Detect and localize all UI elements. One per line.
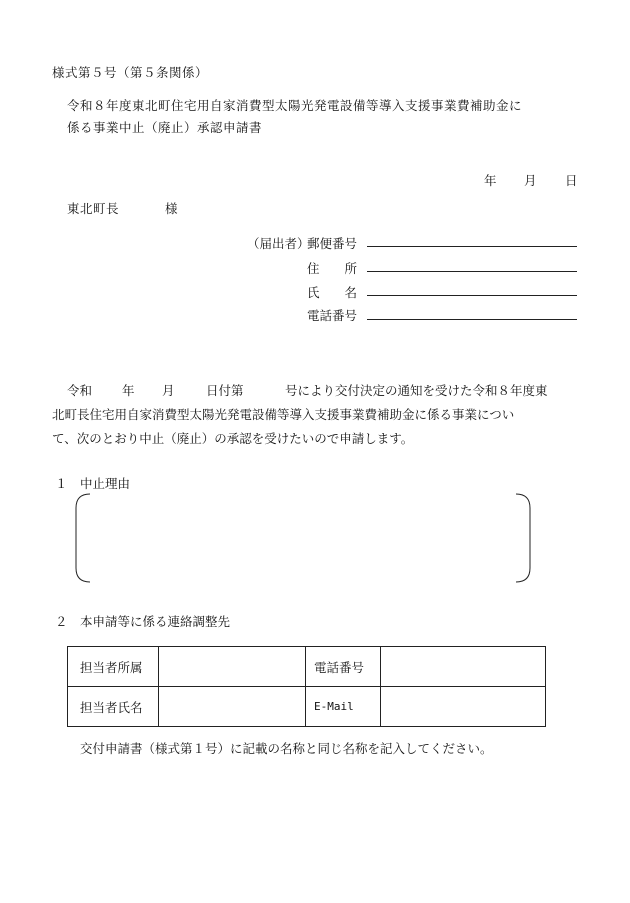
addressee-honorific: 様	[165, 201, 178, 216]
addressee-name: 東北町長	[67, 201, 120, 216]
person-name-label: 担当者氏名	[68, 687, 159, 727]
section2-title: 本申請等に係る連絡調整先	[80, 614, 231, 629]
section1-number: １	[55, 476, 68, 491]
contact-table	[67, 646, 546, 727]
postal-code-field[interactable]	[367, 246, 577, 247]
email-value[interactable]	[381, 687, 546, 727]
phone-value[interactable]	[381, 647, 546, 687]
title-line-1: 令和８年度東北町住宅用自家消費型太陽光発電設備等導入支援事業費補助金に	[67, 98, 523, 113]
name-field[interactable]	[367, 295, 577, 296]
section2-number: ２	[55, 614, 68, 629]
body-month: 月	[162, 383, 175, 398]
dept-value[interactable]	[159, 647, 306, 687]
postal-code-label: 郵便番号	[307, 236, 358, 251]
address-label: 住 所	[307, 261, 358, 276]
applicant-label: （届出者）	[247, 236, 310, 251]
address-field[interactable]	[367, 271, 577, 272]
phone-field[interactable]	[367, 319, 577, 320]
date-year-label: 年	[484, 173, 497, 188]
form-number: 様式第５号（第５条関係）	[52, 65, 209, 80]
email-label: E-Mail	[306, 687, 381, 727]
name-label: 氏 名	[307, 285, 358, 300]
dept-label: 担当者所属	[68, 647, 159, 687]
phone-label-cell: 電話番号	[306, 647, 381, 687]
table-note: 交付申請書（様式第１号）に記載の名称と同じ名称を記入してください。	[80, 741, 493, 756]
body-line-2: 北町長住宅用自家消費型太陽光発電設備等導入支援事業費補助金に係る事業につい	[52, 407, 515, 422]
table-row	[68, 647, 546, 687]
title-line-2: 係る事業中止（廃止）承認申請書	[67, 120, 263, 135]
person-name-value[interactable]	[159, 687, 306, 727]
phone-label: 電話番号	[307, 308, 358, 323]
right-bracket	[516, 494, 530, 582]
left-bracket	[76, 494, 90, 582]
table-row	[68, 687, 546, 727]
date-day-label: 日	[565, 173, 578, 188]
body-line-3: て、次のとおり中止（廃止）の承認を受けたいので申請します。	[52, 431, 414, 446]
date-month-label: 月	[524, 173, 537, 188]
reason-brackets[interactable]	[72, 492, 534, 584]
body-date-no: 日付第	[206, 383, 244, 398]
body-reiwa: 令和	[67, 383, 93, 398]
body-line1-rest: 号により交付決定の通知を受けた令和８年度東	[285, 383, 548, 398]
section1-title: 中止理由	[80, 476, 131, 491]
body-year: 年	[122, 383, 135, 398]
